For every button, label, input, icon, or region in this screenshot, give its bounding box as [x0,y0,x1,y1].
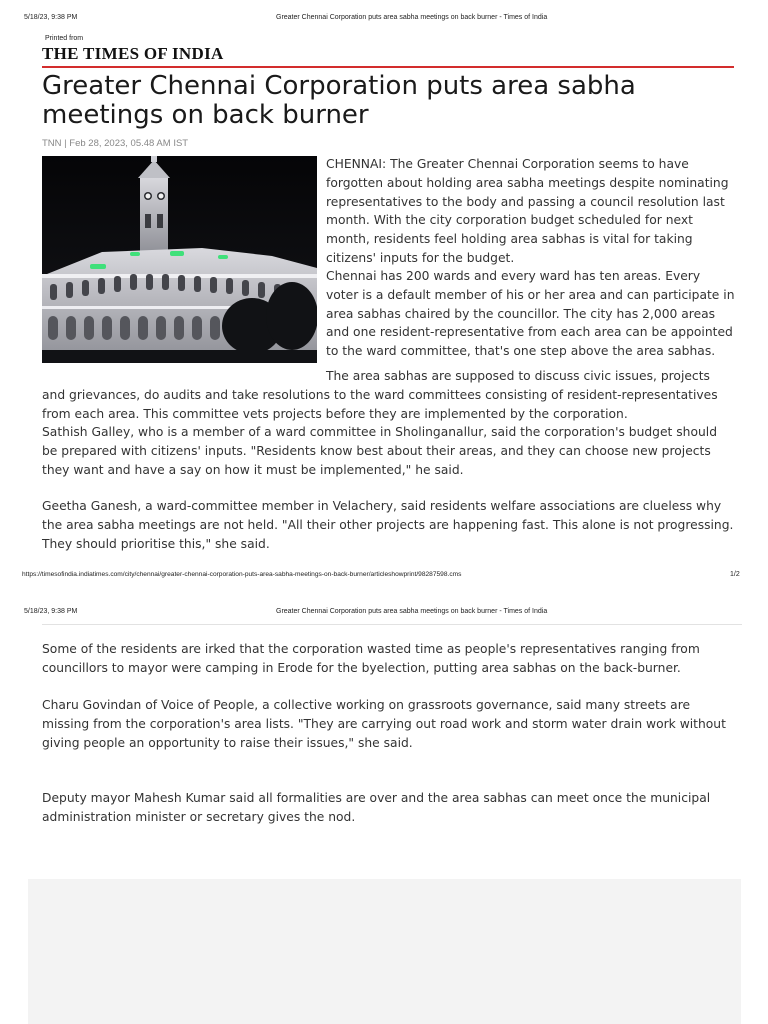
article-paragraph-7: Charu Govindan of Voice of People, a collective working on grassroots governance, said many streets are missing from the corporation's area lists. "They are carrying out road work and storm water drain work without giving people an opportunity to raise their issues," she said. [42,698,726,750]
printed-from-label: Printed from [45,35,84,42]
article-paragraph-1: CHENNAI: The Greater Chennai Corporation seems to have forgotten about holding area sabha meetings despite nominating representatives to the body and passing a council resolution last month. With the city corporation budget scheduled for next month, residents feel holding area sabhas is vital for taking citizens' inputs for the budget. [326,157,729,265]
masthead-divider [42,66,734,68]
article-paragraph-3: The area sabhas are supposed to discuss civic issues, projects and grievances, do audits and take resolutions to the ward committees consisting of resident-representatives from each area. This committee vets projects before they are implemented by the corporation. [42,369,718,421]
article-headline: Greater Chennai Corporation puts area sabha meetings on back burner [42,71,636,130]
print-footer-url[interactable]: https://timesofindia.indiatimes.com/city/chennai/greater-chennai-corporation-puts-area-sabha-meetings-on-back-burner/articleshowprint/98287598.cms [22,571,462,578]
article-paragraph-5: Geetha Ganesh, a ward-committee member in Velachery, said residents welfare associations are clueless why the area sabha meetings are not held. "All their other projects are happening fast. This alone is not progressing. They should prioritise this," she said. [42,499,734,551]
article-photo [42,156,317,363]
article-paragraph-6: Some of the residents are irked that the corporation wasted time as people's representatives ranging from councillors to mayor were camping in Erode for the byelection, putting area sabhas on the back-burner. [42,642,700,675]
print-header-title-page2: Greater Chennai Corporation puts area sabha meetings on back burner - Times of India [276,608,548,615]
print-footer-page-number: 1/2 [730,571,740,578]
print-header-title: Greater Chennai Corporation puts area sabha meetings on back burner - Times of India [276,14,548,21]
article-paragraph-2: Chennai has 200 wards and every ward has ten areas. Every voter is a default member of his or her area and can participate in area sabhas chaired by the councillor. The city has 2,000 areas and one resident-representative from each area can be appointed to the ward committee, that's one step above the area sabhas. [326,269,735,359]
ad-placeholder [28,879,741,1024]
print-header-datetime: 5/18/23, 9:38 PM [24,14,78,21]
print-header-datetime-page2: 5/18/23, 9:38 PM [24,608,78,615]
masthead-logo[interactable]: THE TIMES OF INDIA [42,44,224,63]
article-byline: TNN | Feb 28, 2023, 05.48 AM IST [42,138,189,149]
page2-divider [42,624,742,625]
article-paragraph-8: Deputy mayor Mahesh Kumar said all formalities are over and the area sabhas can meet once the municipal administration minister or secretary gives the nod. [42,791,711,824]
article-paragraph-4: Sathish Galley, who is a member of a ward committee in Sholinganallur, said the corporation's budget should be prepared with citizens' inputs. "Residents know best about their areas, and they can choose new projects they want and have a say on how it must be implemented," he said. [42,425,718,477]
